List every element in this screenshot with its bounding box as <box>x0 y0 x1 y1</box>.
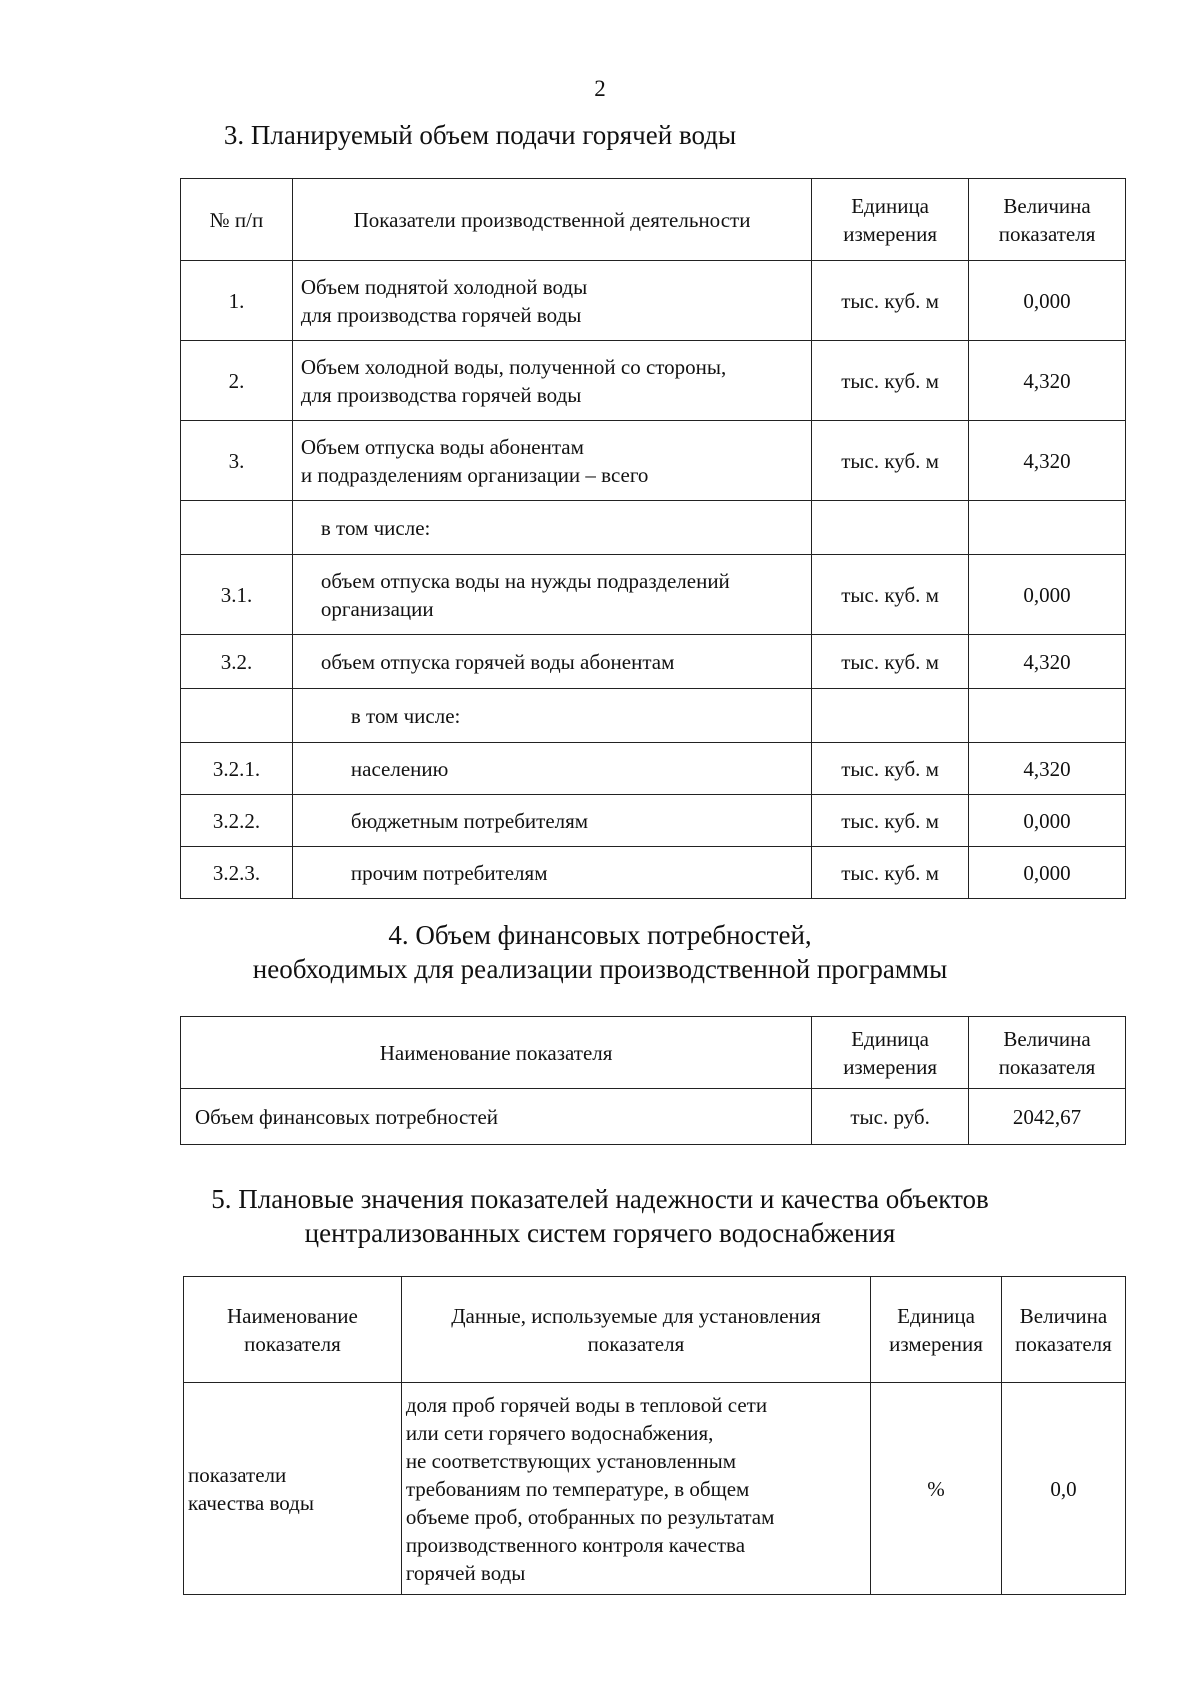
cell-indicator: населению <box>292 743 811 795</box>
header-value <box>969 179 1126 261</box>
table-row <box>181 743 1126 795</box>
cell-num: 3.2.3. <box>181 847 293 899</box>
cell-value: 0,000 <box>969 847 1126 899</box>
header-data: Данные, используемые для установления показателя <box>401 1277 870 1383</box>
cell-unit: тыс. куб. м <box>812 341 969 421</box>
cell-value: 4,320 <box>969 635 1126 689</box>
cell-unit: тыс. куб. м <box>812 635 969 689</box>
cell-value: 0,000 <box>969 795 1126 847</box>
cell-num: 3.1. <box>181 555 293 635</box>
cell-value: 4,320 <box>969 743 1126 795</box>
table-row <box>181 689 1126 743</box>
cell-data: доля проб горячей воды в тепловой сети или сети горячего водоснабжения, не соответствующих установленным требованиям по температуре, в общем объеме проб, отобранных по результатам производственного контроля качества горячей воды <box>401 1383 870 1595</box>
cell-value: 0,000 <box>969 555 1126 635</box>
cell-value: 4,320 <box>969 421 1126 501</box>
table-row <box>181 261 1126 341</box>
cell-num: 3. <box>181 421 293 501</box>
header-value-text: Величина показателя <box>998 193 1096 246</box>
table-row <box>181 341 1126 421</box>
page-number: 2 <box>594 76 606 101</box>
header-value: Величина показателя <box>1002 1277 1126 1383</box>
cell-num: 1. <box>181 261 293 341</box>
table-row <box>181 421 1126 501</box>
financial-needs-table <box>180 1016 1126 1145</box>
header-num: № п/п <box>181 179 293 261</box>
cell-unit: тыс. куб. м <box>812 261 969 341</box>
cell-unit: тыс. куб. м <box>812 847 969 899</box>
table-row <box>181 501 1126 555</box>
cell-indicator: бюджетным потребителям <box>292 795 811 847</box>
header-unit <box>812 179 969 261</box>
table-header-row <box>181 179 1126 261</box>
cell-unit: тыс. куб. м <box>812 555 969 635</box>
cell-unit: % <box>871 1383 1002 1595</box>
cell-unit: тыс. руб. <box>812 1089 969 1145</box>
cell-num: 2. <box>181 341 293 421</box>
table-row <box>181 795 1126 847</box>
cell-name: показатели качества воды <box>184 1383 402 1595</box>
header-name: Наименование показателя <box>184 1277 402 1383</box>
section-3-title-text: 3. Планируемый объем подачи горячей воды <box>223 120 737 150</box>
section-4-title-line2: необходимых для реализации производственной программы <box>252 954 948 984</box>
header-unit-text: Единица измерения <box>843 193 938 246</box>
cell-indicator: в том числе: <box>292 689 811 743</box>
cell-num: 3.2.1. <box>181 743 293 795</box>
table-body <box>181 261 1126 899</box>
cell-unit <box>812 689 969 743</box>
section-4-title-line1: 4. Объем финансовых потребностей, <box>388 920 812 950</box>
cell-indicator: Объем холодной воды, полученной со стороны, для производства горячей воды <box>292 341 811 421</box>
cell-indicator: объем отпуска воды на нужды подразделений организации <box>292 555 811 635</box>
header-value: Величина показателя <box>969 1017 1126 1089</box>
cell-value: 2042,67 <box>969 1089 1126 1145</box>
cell-num: 3.2. <box>181 635 293 689</box>
section-5-title-line2: централизованных систем горячего водоснабжения <box>304 1218 896 1248</box>
cell-value <box>969 689 1126 743</box>
table-header-row <box>184 1277 1126 1383</box>
section-3-title <box>80 118 1200 152</box>
cell-value: 0,0 <box>1002 1383 1126 1595</box>
cell-indicator: в том числе: <box>292 501 811 555</box>
header-unit: Единица измерения <box>812 1017 969 1089</box>
cell-num <box>181 689 293 743</box>
cell-unit: тыс. куб. м <box>812 743 969 795</box>
table-row <box>181 1089 1126 1145</box>
table-row <box>181 847 1126 899</box>
table-row <box>184 1383 1126 1595</box>
section-4-title <box>0 918 1200 986</box>
reliability-quality-table <box>183 1276 1126 1595</box>
cell-indicator: прочим потребителям <box>292 847 811 899</box>
section-5-title <box>0 1182 1200 1250</box>
table-header-row <box>181 1017 1126 1089</box>
cell-name: Объем финансовых потребностей <box>181 1089 812 1145</box>
cell-value: 4,320 <box>969 341 1126 421</box>
section-5-title-line1: 5. Плановые значения показателей надежности и качества объектов <box>211 1184 989 1214</box>
header-name: Наименование показателя <box>181 1017 812 1089</box>
cell-unit: тыс. куб. м <box>812 795 969 847</box>
cell-value <box>969 501 1126 555</box>
cell-indicator: Объем отпуска воды абонентам и подразделениям организации – всего <box>292 421 811 501</box>
water-supply-volume-table <box>180 178 1126 899</box>
cell-num: 3.2.2. <box>181 795 293 847</box>
cell-unit: тыс. куб. м <box>812 421 969 501</box>
cell-value: 0,000 <box>969 261 1126 341</box>
header-indicator: Показатели производственной деятельности <box>292 179 811 261</box>
header-unit: Единица измерения <box>871 1277 1002 1383</box>
cell-indicator: объем отпуска горячей воды абонентам <box>292 635 811 689</box>
cell-unit <box>812 501 969 555</box>
cell-indicator: Объем поднятой холодной воды для производства горячей воды <box>292 261 811 341</box>
table-row <box>181 635 1126 689</box>
cell-num <box>181 501 293 555</box>
table-row <box>181 555 1126 635</box>
